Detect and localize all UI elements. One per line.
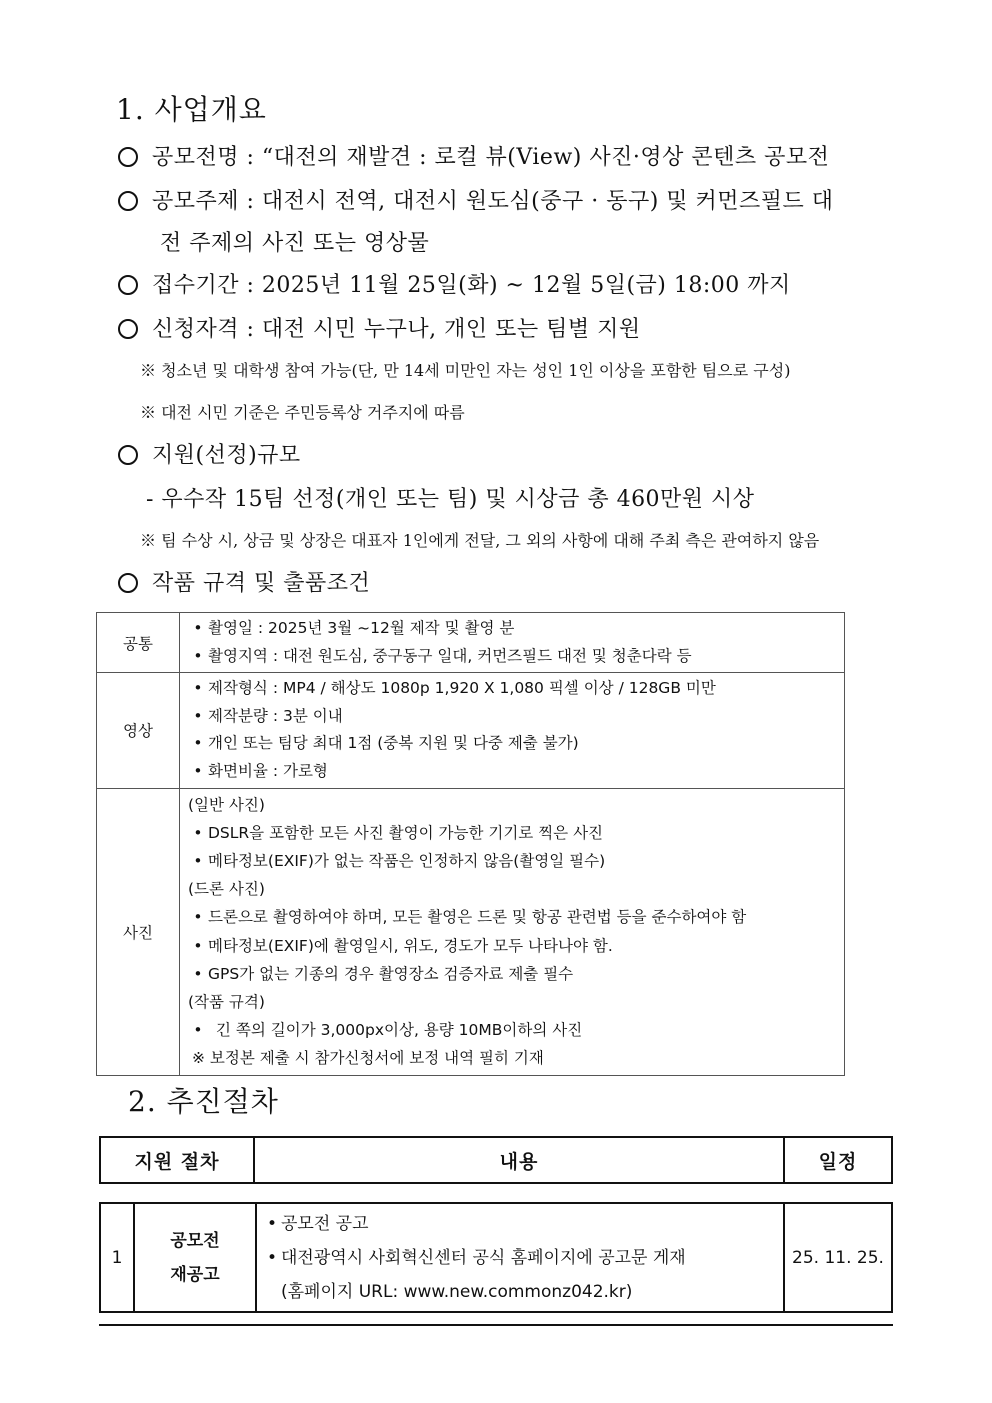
photo-general-title: (일반 사진)	[188, 795, 265, 814]
photo-size-title: (작품 규격)	[188, 992, 265, 1011]
bottom-divider	[99, 1324, 893, 1326]
support-note: ※ 팀 수상 시, 상금 및 상장은 대표자 1인에게 전달, 그 외의 사항에 대해 주최 측은 관여하지 않음	[140, 531, 820, 550]
spec-item: • 화면비율 : 가로형	[188, 758, 838, 786]
process-table	[99, 1202, 893, 1313]
photo-size-note: ※ 보정본 제출 시 참가신청서에 보정 내역 필히 기재	[192, 1049, 544, 1068]
spec-label-photo: 사진	[97, 788, 180, 1075]
overview-line-eligibility: 신청자격 : 대전 시민 누구나, 개인 또는 팀별 지원	[118, 312, 641, 343]
spec-item: • 제작형식 : MP4 / 해상도 1080p 1,920 X 1,080 픽셀 이상 / 128GB 미만	[188, 675, 838, 703]
circle-bullet-icon	[118, 275, 138, 295]
header-content: 내용	[254, 1137, 784, 1183]
row-url: (홈페이지 URL: www.new.commonz042.kr)	[281, 1281, 633, 1302]
row-date: 25. 11. 25.	[784, 1203, 892, 1312]
overview-line-period: 접수기간 : 2025년 11월 25일(화) ~ 12월 5일(금) 18:00 까지	[118, 268, 791, 299]
overview-line-theme-cont: 전 주제의 사진 또는 영상물	[160, 231, 430, 256]
spec-item: • 메타정보(EXIF)에 촬영일시, 위도, 경도가 모두 나타나야 함.	[188, 932, 838, 960]
header-date: 일정	[784, 1137, 892, 1183]
header-step: 지원 절차	[100, 1137, 254, 1183]
row-content	[256, 1203, 784, 1312]
circle-bullet-icon	[118, 191, 138, 211]
photo-drone-title: (드론 사진)	[188, 880, 265, 899]
spec-item: • 개인 또는 팀당 최대 1점 (중복 지원 및 다중 제출 불가)	[188, 730, 838, 758]
process-row	[100, 1203, 892, 1312]
spec-item: • 제작분량 : 3분 이내	[188, 703, 838, 731]
spec-item: • DSLR을 포함한 모든 사진 촬영이 가능한 기기로 찍은 사진	[188, 819, 838, 847]
support-heading: 지원(선정)규모	[118, 438, 301, 469]
overview-line-title: 공모전명 : “대전의 재발견 : 로컬 뷰(View) 사진·영상 콘텐츠 공모전	[118, 140, 829, 171]
spec-item: • 긴 쪽의 길이가 3,000px이상, 용량 10MB이하의 사진	[188, 1016, 838, 1044]
process-header-table	[99, 1136, 893, 1184]
spec-row-photo	[97, 788, 845, 1075]
support-line: - 우수작 15팀 선정(개인 또는 팀) 및 시상금 총 460만원 시상	[146, 487, 755, 512]
circle-bullet-icon	[118, 445, 138, 465]
spec-table	[96, 612, 845, 1076]
circle-bullet-icon	[118, 147, 138, 167]
circle-bullet-icon	[118, 573, 138, 593]
spec-item: • 촬영일 : 2025년 3월 ~12월 제작 및 촬영 분	[188, 615, 838, 643]
spec-row-common	[97, 613, 845, 673]
spec-label-video: 영상	[97, 673, 180, 788]
spec-label-common: 공통	[97, 613, 180, 673]
spec-item: • 드론으로 촬영하여야 하며, 모든 촬영은 드론 및 항공 관련법 등을 준수하여야 함	[188, 903, 838, 931]
note-residence: ※ 대전 시민 기준은 주민등록상 거주지에 따름	[140, 403, 465, 422]
section2-heading: 2. 추진절차	[128, 1085, 279, 1118]
circle-bullet-icon	[118, 319, 138, 339]
note-eligibility-teens: ※ 청소년 및 대학생 참여 가능(단, 만 14세 미만인 자는 성인 1인 이상을 포함한 팀으로 구성)	[140, 361, 791, 380]
row-item: • 공모전 공고	[263, 1207, 782, 1241]
spec-item: • 촬영지역 : 대전 원도심, 중구동구 일대, 커먼즈필드 대전 및 청춘다락 등	[188, 643, 838, 671]
section1-heading: 1. 사업개요	[116, 93, 267, 126]
spec-heading: 작품 규격 및 출품조건	[118, 566, 370, 597]
row-step: 공모전 재공고	[134, 1203, 256, 1312]
process-header-row	[100, 1137, 892, 1183]
row-item: • 대전광역시 사회혁신센터 공식 홈페이지에 공고문 게재	[263, 1241, 782, 1275]
overview-line-theme: 공모주제 : 대전시 전역, 대전시 원도심(중구 · 동구) 및 커먼즈필드 대	[118, 184, 834, 215]
spec-row-video	[97, 673, 845, 788]
spec-item: • GPS가 없는 기종의 경우 촬영장소 검증자료 제출 필수	[188, 960, 838, 988]
spec-item: • 메타정보(EXIF)가 없는 작품은 인정하지 않음(촬영일 필수)	[188, 847, 838, 875]
row-number: 1	[100, 1203, 134, 1312]
